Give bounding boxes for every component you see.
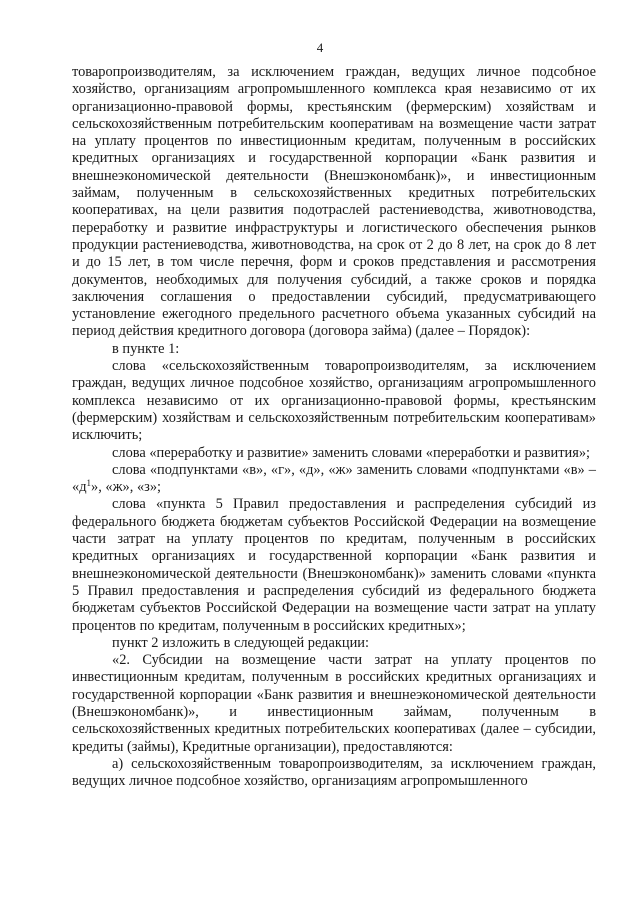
- paragraph-amendment-2: слова «переработку и развитие» заменить словами «переработки и развития»;: [112, 444, 591, 461]
- amendment-3-text-b: », «ж», «з»;: [91, 479, 162, 496]
- amendment-3-superscript: 1: [86, 478, 92, 489]
- document-body: [72, 64, 596, 790]
- amendment-3-text-a: слова «подпунктами «в», «г», «д», «ж» заменить словами «подпунктами «в» – «д: [72, 461, 596, 496]
- paragraph-point-2: пункт 2 изложить в следующей редакции:: [112, 634, 369, 651]
- paragraph-subpoint-a: а) сельскохозяйственным товаропроизводителям, за исключением граждан, ведущих личное подсобное хозяйство, организациям агропромышленного: [72, 755, 596, 790]
- paragraph-amendment-4: слова «пункта 5 Правил предоставления и распределения субсидий из федерального бюджета бюджетам субъектов Российской Федерации на возмещение части затрат на уплату процентов по кредитам, полученным в российских кредитных организациях и государственной корпорации «Банк развития и внешнеэкономической деятельности (Внешэкономбанк)» заменить словами «пункта 5 Правил предоставления и распределения субсидий из федерального бюджета бюджетам субъектов Российской Федерации на возмещение части затрат на уплату процентов по кредитам, полученным в российских кредитных»;: [72, 496, 596, 634]
- paragraph-amendment-1: слова «сельскохозяйственным товаропроизводителям, за исключением граждан, ведущих личное подсобное хозяйство, организациям агропромышленного комплекса независимо от их организационно-правовой формы, крестьянским (фермерским) хозяйствам и сельскохозяйственным потребительским кооперативам» исключить;: [72, 358, 596, 444]
- paragraph-point-1: в пункте 1:: [112, 340, 180, 357]
- paragraph-new-point-2: «2. Субсидии на возмещение части затрат на уплату процентов по инвестиционным кредитам, полученным в российских кредитных организациях и государственной корпорации «Банк развития и внешнеэкономической деятельности (Внешэкономбанк)», и инвестиционным займам, полученным в сельскохозяйственных кредитных потребительских кооперативах (далее – субсидии, кредиты (займы), Кредитные организации), предоставляются:: [72, 652, 596, 755]
- paragraph-continuation: товаропроизводителям, за исключением граждан, ведущих личное подсобное хозяйство, организациям агропромышленного комплекса края независимо от их организационно-правовой формы, крестьянским (фермерским) хозяйствам и сельскохозяйственным потребительским кооперативам на возмещение части затрат на уплату процентов по инвестиционным кредитам, полученным в российских кредитных организациях и государственной корпорации «Банк развития и внешнеэкономической деятельности (Внешэкономбанк)», и инвестиционным займам, полученным в сельскохозяйственных кредитных потребительских кооперативах, на цели развития подотраслей растениеводства, животноводства, переработку и развитие инфраструктуры и логистического обеспечения рынков продукции растениеводства, животноводства, на срок от 2 до 8 лет, на срок до 8 лет и до 15 лет, в том числе перечня, форм и сроков представления и рассмотрения документов, необходимых для получения субсидий, а также сроков и порядка заключения соглашения о предоставлении субсидий, предусматривающего установление ежегодного предельного расчетного объема указанных субсидий на период действия кредитного договора (договора займа) (далее – Порядок):: [72, 64, 596, 340]
- paragraph-amendment-3: [72, 462, 596, 497]
- page-number: 4: [316, 40, 324, 55]
